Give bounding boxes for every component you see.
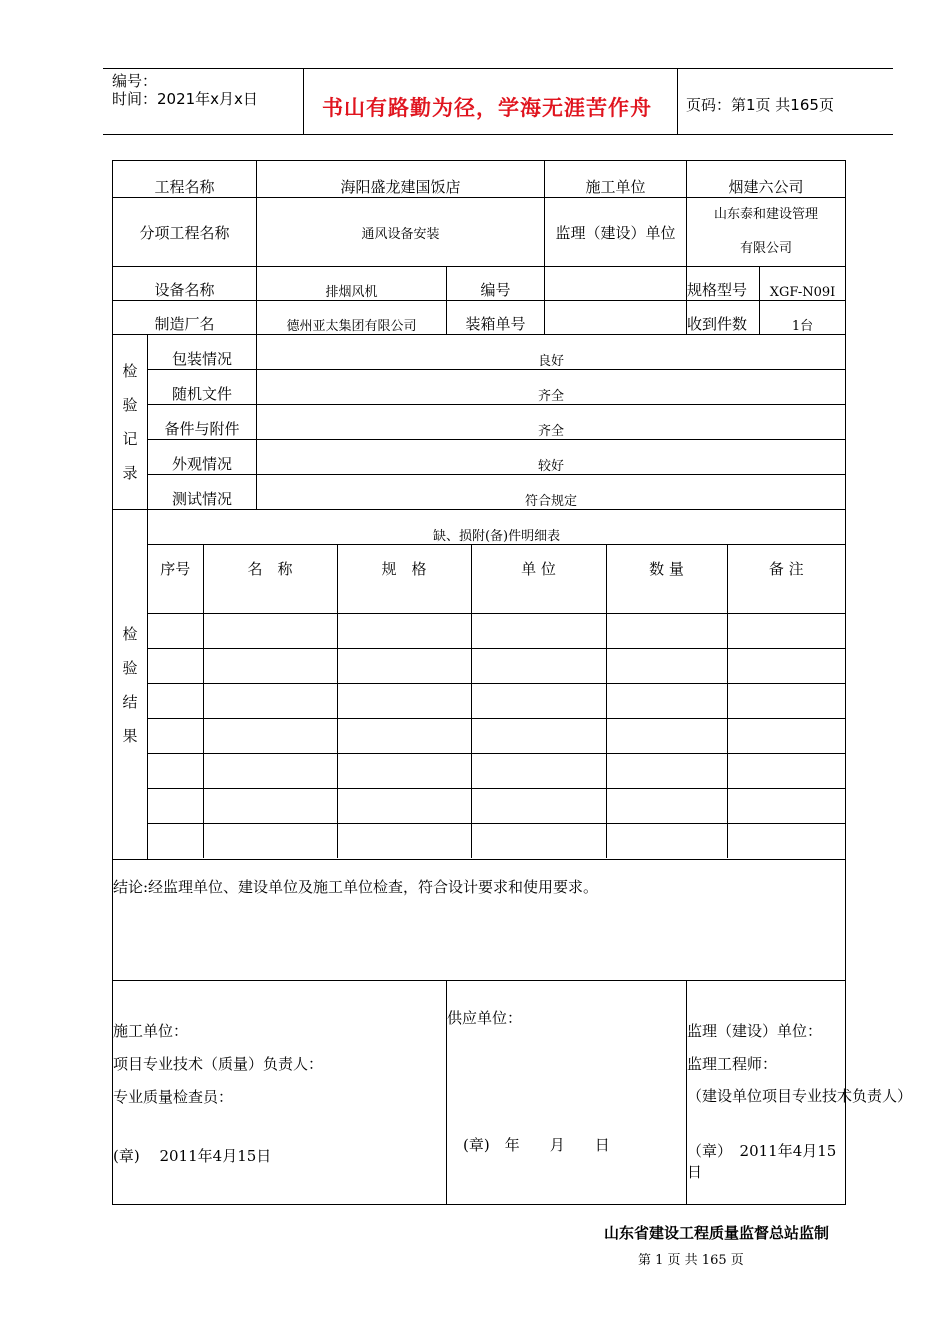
table-cell xyxy=(727,684,845,719)
side-char: 验 xyxy=(122,396,138,414)
table-cell xyxy=(337,789,471,824)
table-cell xyxy=(337,684,471,719)
header-page-info: 页码：第1页 共165页 xyxy=(686,96,834,114)
side-char: 果 xyxy=(122,726,138,745)
supervisor-value xyxy=(687,198,846,267)
table-cell xyxy=(471,719,606,754)
table-cell xyxy=(148,579,203,614)
table-cell xyxy=(727,754,845,789)
number-label: 编号 xyxy=(447,267,545,301)
supervisor-unit-label: 监理（建设）单位： xyxy=(687,1022,823,1040)
constructor-qc-label: 专业质量检查员： xyxy=(113,1088,234,1106)
record-label: 测试情况 xyxy=(148,475,257,510)
side-char: 检 xyxy=(122,624,138,643)
header-bottom-rule xyxy=(103,134,893,135)
table-cell xyxy=(727,614,845,649)
number-value xyxy=(545,267,687,301)
supervisor-value-line2: 有限公司 xyxy=(740,241,793,256)
side-char: 验 xyxy=(122,658,138,677)
supervisor-engineer-label: 监理工程师： xyxy=(687,1055,778,1073)
table-cell xyxy=(606,754,727,789)
time-label: 时间：2021年x月x日 xyxy=(112,90,258,108)
col-header: 单 位 xyxy=(471,545,606,580)
table-cell xyxy=(727,789,845,824)
table-cell xyxy=(471,789,606,824)
table-cell xyxy=(148,754,203,789)
table-cell xyxy=(471,614,606,649)
table-cell xyxy=(727,719,845,754)
side-char: 录 xyxy=(122,464,138,482)
subproject-label: 分项工程名称 xyxy=(113,198,257,267)
table-cell xyxy=(337,824,471,859)
model-label: 规格型号 xyxy=(687,267,760,301)
table-cell xyxy=(203,754,337,789)
table-cell xyxy=(148,719,203,754)
table-cell xyxy=(606,649,727,684)
received-label: 收到件数 xyxy=(687,301,760,335)
col-header: 规 格 xyxy=(337,545,471,580)
supervisor-signature-block xyxy=(687,981,913,1205)
table-cell xyxy=(337,719,471,754)
inspection-result-side-label xyxy=(113,510,148,860)
col-header: 数 量 xyxy=(606,545,727,580)
table-row xyxy=(148,719,845,754)
motto: 书山有路勤为径，学海无涯苦作舟 xyxy=(322,95,652,120)
constructor-signature-block xyxy=(113,981,447,1205)
missing-parts-table xyxy=(148,510,845,858)
table-cell xyxy=(471,684,606,719)
acceptance-form xyxy=(112,160,913,1205)
constructor-value: 烟建六公司 xyxy=(687,161,846,198)
side-char: 结 xyxy=(122,692,138,711)
table-cell xyxy=(203,824,337,859)
constructor-tech-label: 项目专业技术（质量）负责人： xyxy=(113,1055,324,1073)
table-row xyxy=(148,579,845,614)
table-cell xyxy=(471,824,606,859)
header-divider-right xyxy=(677,68,678,135)
side-char: 检 xyxy=(122,362,138,380)
manufacturer-value: 德州亚太集团有限公司 xyxy=(257,301,447,335)
table-cell xyxy=(727,579,845,614)
table-cell xyxy=(606,684,727,719)
table-cell xyxy=(471,754,606,789)
record-value: 齐全 xyxy=(257,370,846,405)
table-cell xyxy=(148,649,203,684)
page-footer: 第 1 页 共 165 页 xyxy=(638,1253,744,1268)
table-cell xyxy=(337,579,471,614)
table-cell xyxy=(337,614,471,649)
missing-parts-title: 缺、损附(备)件明细表 xyxy=(148,510,845,545)
record-label: 随机文件 xyxy=(148,370,257,405)
table-cell xyxy=(606,719,727,754)
missing-parts-rows xyxy=(148,579,845,858)
table-row xyxy=(148,754,845,789)
manufacturer-label: 制造厂名 xyxy=(113,301,257,335)
table-row xyxy=(148,614,845,649)
packing-label: 装箱单号 xyxy=(447,301,545,335)
table-row xyxy=(148,684,845,719)
header-top-rule xyxy=(103,68,893,69)
supplier-unit-label: 供应单位： xyxy=(447,1009,523,1027)
conclusion: 结论:经监理单位、建设单位及施工单位检查，符合设计要求和使用要求。 xyxy=(113,860,846,981)
record-label: 包装情况 xyxy=(148,335,257,370)
subproject-value: 通风设备安装 xyxy=(257,198,545,267)
supervisor-value-line1: 山东泰和建设管理 xyxy=(714,207,819,222)
col-header: 名 称 xyxy=(203,545,337,580)
table-cell xyxy=(727,649,845,684)
table-cell xyxy=(203,614,337,649)
record-value: 良好 xyxy=(257,335,846,370)
project-name-value: 海阳盛龙建国饭店 xyxy=(257,161,545,198)
table-cell xyxy=(203,579,337,614)
table-cell xyxy=(148,614,203,649)
model-value: XGF-N09I xyxy=(760,267,846,301)
table-cell xyxy=(337,649,471,684)
table-cell xyxy=(337,754,471,789)
equipment-label: 设备名称 xyxy=(113,267,257,301)
table-cell xyxy=(471,649,606,684)
table-row xyxy=(148,824,845,859)
record-value: 齐全 xyxy=(257,405,846,440)
missing-parts-section xyxy=(148,510,846,860)
table-cell xyxy=(471,579,606,614)
record-value: 符合规定 xyxy=(257,475,846,510)
issuer-footer: 山东省建设工程质量监督总站监制 xyxy=(604,1224,830,1242)
header-divider-left xyxy=(303,68,304,135)
table-cell xyxy=(148,789,203,824)
table-cell xyxy=(203,719,337,754)
constructor-unit-label: 施工单位： xyxy=(113,1022,189,1040)
constructor-seal-date: (章) 2011年4月15日 xyxy=(113,1147,272,1165)
record-label: 外观情况 xyxy=(148,440,257,475)
table-cell xyxy=(727,824,845,859)
supplier-seal-date: (章) 年 月 日 xyxy=(463,1136,610,1154)
supervisor-seal-date: （章） 2011年4月15日 xyxy=(687,1142,837,1181)
table-cell xyxy=(203,649,337,684)
col-header: 备 注 xyxy=(768,560,804,578)
supervisor-note: （建设单位项目专业技术负责人） xyxy=(687,1087,913,1105)
side-char: 记 xyxy=(122,430,138,448)
supervisor-label: 监理（建设）单位 xyxy=(545,198,687,267)
supplier-signature-block xyxy=(447,981,687,1205)
table-cell xyxy=(148,824,203,859)
constructor-label: 施工单位 xyxy=(545,161,687,198)
col-header: 序号 xyxy=(148,545,203,580)
table-row xyxy=(148,789,845,824)
table-cell xyxy=(606,789,727,824)
table-cell xyxy=(606,579,727,614)
table-cell xyxy=(148,684,203,719)
received-value: 1台 xyxy=(760,301,846,335)
table-row xyxy=(148,649,845,684)
table-cell xyxy=(606,614,727,649)
table-cell xyxy=(203,684,337,719)
inspection-record-side-label xyxy=(113,335,148,510)
record-label: 备件与附件 xyxy=(148,405,257,440)
table-cell xyxy=(606,824,727,859)
project-name-label: 工程名称 xyxy=(113,161,257,198)
packing-value xyxy=(545,301,687,335)
record-value: 较好 xyxy=(257,440,846,475)
equipment-value: 排烟风机 xyxy=(257,267,447,301)
table-cell xyxy=(203,789,337,824)
serial-label: 编号： xyxy=(112,72,158,90)
